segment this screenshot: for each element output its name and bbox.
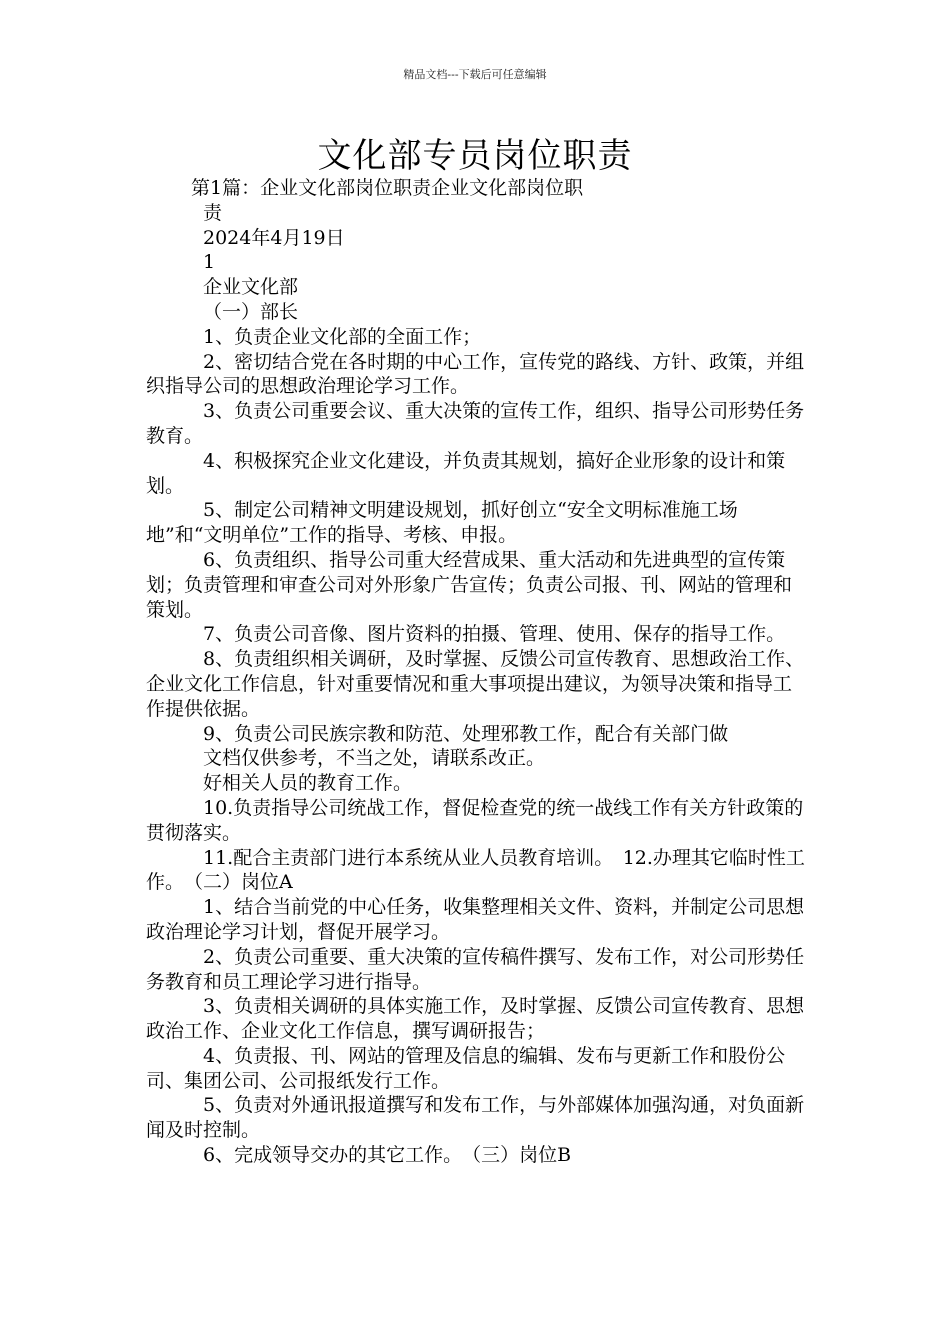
paragraph: 10.负责指导公司统战工作，督促检查党的统一战线工作有关方针政策的贯彻落实。 [146, 796, 804, 844]
paragraph: 11.配合主责部门进行本系统从业人员教育培训。 12.办理其它临时性工作。 （二）岗位A [146, 846, 805, 894]
chapter-date: 2024年4月19日 [203, 226, 345, 249]
paragraph-continued: 好相关人员的教育工作。 [203, 772, 413, 795]
paragraph: 6、完成领导交办的其它工作。 （三）岗位B [203, 1144, 572, 1167]
document-body [146, 176, 810, 1168]
section-heading: （一）部长 [203, 300, 299, 323]
page-header: 精品文档---下载后可任意编辑 [403, 68, 547, 81]
paragraph: 5、负责对外通讯报道撰写和发布工作，与外部媒体加强沟通，对负面新闻及时控制。 [146, 1094, 805, 1142]
paragraph: 3、负责相关调研的具体实施工作，及时掌握、反馈公司宣传教育、思想政治工作、企业文化工作信息，撰写调研报告； [146, 995, 805, 1043]
document-title: 文化部专员岗位职责 [317, 136, 633, 176]
chapter-heading-continued: 责 [203, 201, 223, 224]
footnote-disclaimer: 文档仅供参考，不当之处，请联系改正。 [203, 747, 546, 770]
paragraph: 7、负责公司音像、图片资料的拍摄、管理、使用、保存的指导工作。 [203, 623, 786, 646]
paragraph: 1、负责企业文化部的全面工作； [203, 325, 482, 348]
paragraph: 1、结合当前党的中心任务，收集整理相关文件、资料，并制定公司思想政治理论学习计划，督促开展学习。 [146, 896, 805, 943]
paragraph: 4、负责报、刊、网站的管理及信息的编辑、发布与更新工作和股份公司、集团公司、公司报纸发行工作。 [146, 1044, 786, 1092]
paragraph: 2、密切结合党在各时期的中心工作，宣传党的路线、方针、政策，并组织指导公司的思想政治理论学习工作。 [146, 350, 805, 398]
paragraph: 3、负责公司重要会议、重大决策的宣传工作，组织、指导公司形势任务教育。 [146, 400, 805, 447]
chapter-heading: 第1篇：企业文化部岗位职责企业文化部岗位职 [191, 177, 584, 199]
paragraph: 6、负责组织、指导公司重大经营成果、重大活动和先进典型的宣传策划；负责管理和审查公司对外形象广告宣传；负责公司报、刊、网站的管理和策划。 [146, 548, 793, 621]
paragraph: 2、负责公司重要、重大决策的宣传稿件撰写、发布工作，对公司形势任务教育和员工理论学习进行指导。 [146, 945, 805, 993]
department-name: 企业文化部 [203, 276, 299, 299]
paragraph: 4、积极探究企业文化建设，并负责其规划，搞好企业形象的设计和策划。 [146, 449, 786, 497]
paragraph: 5、制定公司精神文明建设规划，抓好创立“安全文明标准施工场地”和“文明单位”工作的指导、考核、申报。 [146, 499, 738, 547]
paragraph: 8、负责组织相关调研，及时掌握、反馈公司宣传教育、思想政治工作、企业文化工作信息，针对重要情况和重大事项提出建议，为领导决策和指导工作提供依据。 [146, 648, 805, 720]
chapter-page-number: 1 [203, 251, 216, 274]
paragraph: 9、负责公司民族宗教和防范、处理邪教工作，配合有关部门做 [203, 722, 729, 745]
